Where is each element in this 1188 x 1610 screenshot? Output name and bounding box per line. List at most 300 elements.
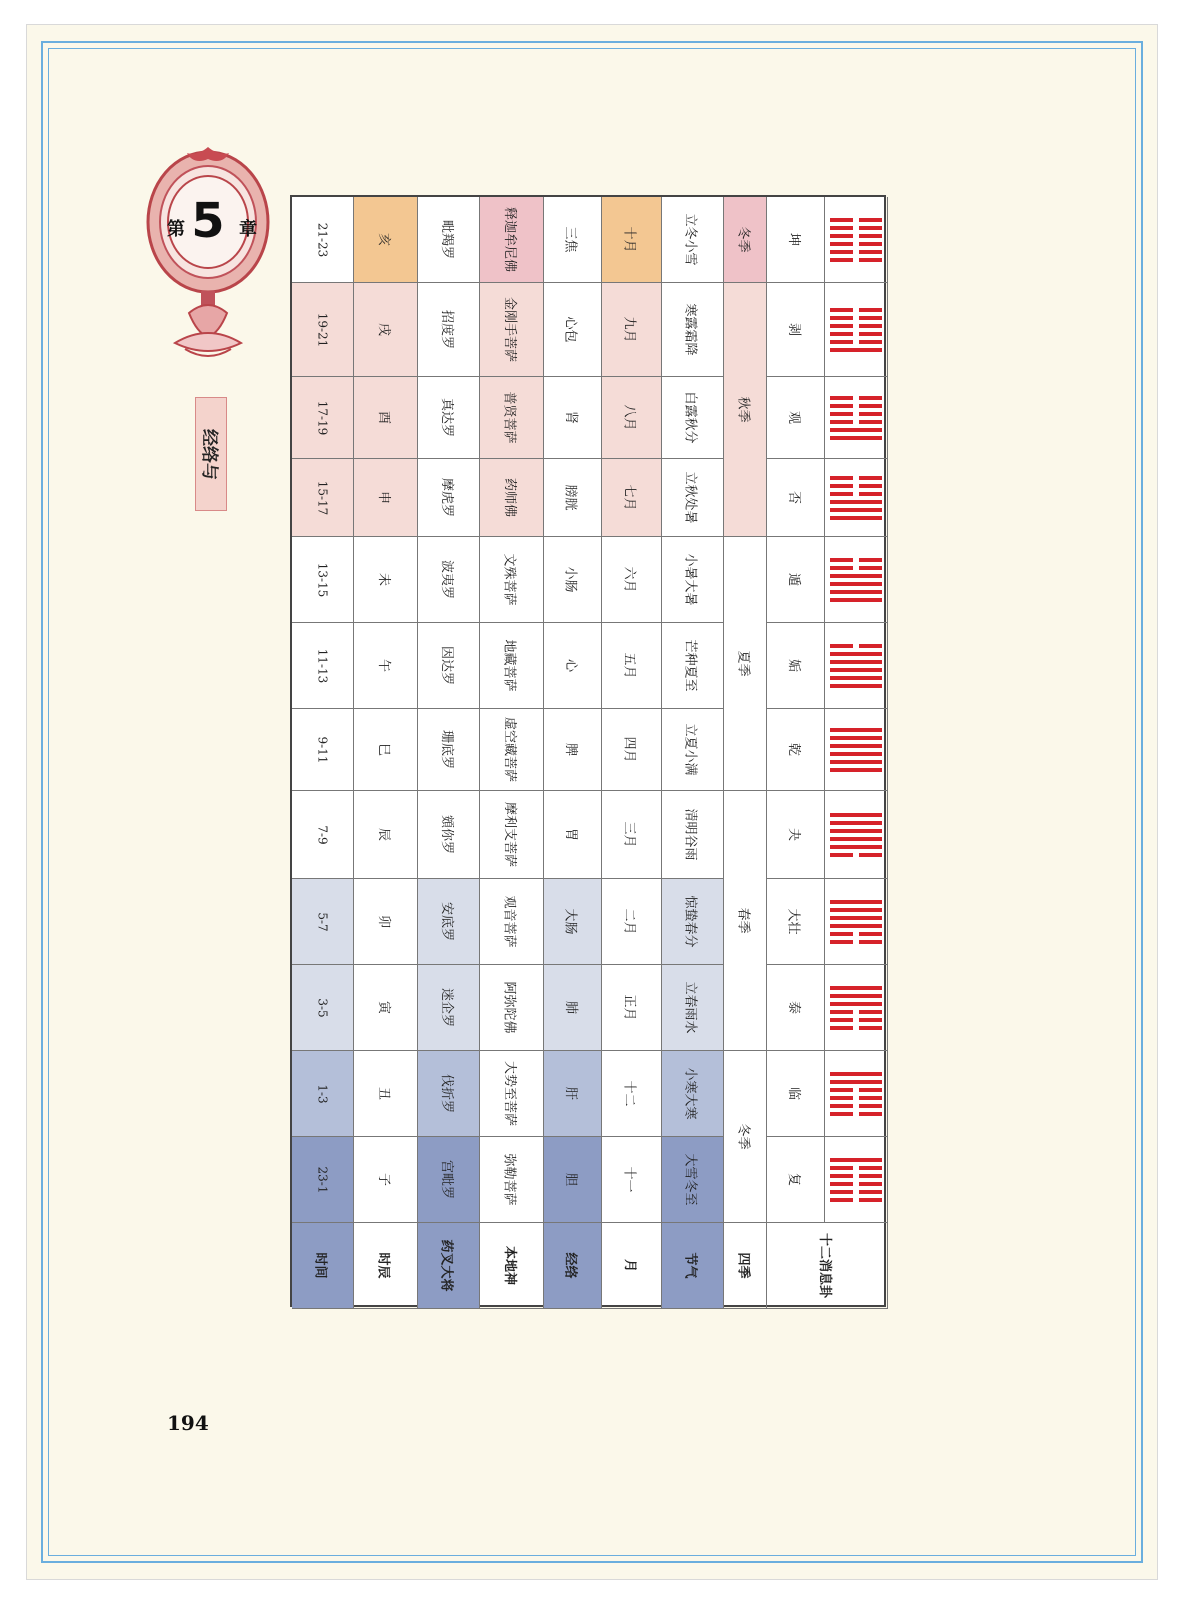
season-cell <box>724 197 767 283</box>
cell-time <box>292 197 354 283</box>
gua-name-text: 乾 <box>785 742 801 757</box>
yang-line <box>830 652 882 656</box>
cell-jieqi-text: 立春雨水 <box>682 981 698 1034</box>
header-jieqi <box>662 1223 724 1309</box>
cell-deity-text: 大势至菩萨 <box>502 1060 518 1127</box>
cell-yaksha-text: 摩虎罗 <box>438 477 454 518</box>
gua-name-text: 观 <box>785 410 801 425</box>
header-shichen-text: 时辰 <box>375 1252 391 1279</box>
yin-line <box>830 1010 882 1014</box>
yin-line <box>830 940 882 944</box>
cell-shichen <box>354 459 418 537</box>
cell-time-text: 17-19 <box>315 400 330 435</box>
cell-jieqi <box>662 879 724 965</box>
season-cell <box>724 791 767 1051</box>
cell-shichen-text: 午 <box>375 658 391 673</box>
yin-line <box>830 324 882 328</box>
cell-deity-text: 阿弥陀佛 <box>501 981 517 1034</box>
yin-line <box>830 1174 882 1178</box>
yin-line <box>830 1018 882 1022</box>
cell-deity-text: 释迦牟尼佛 <box>502 206 518 273</box>
cell-deity-text: 虚空藏菩萨 <box>502 716 518 783</box>
hexagram-icon <box>830 900 882 944</box>
cell-month <box>602 791 662 879</box>
gua-hexagram <box>825 283 888 377</box>
cell-meridian <box>544 1051 602 1137</box>
yin-line <box>830 258 882 262</box>
yang-line <box>830 994 882 998</box>
hexagram-icon <box>830 986 882 1030</box>
cell-meridian-text: 大肠 <box>562 908 578 935</box>
yin-line <box>830 1096 882 1100</box>
cell-deity-text: 普贤菩萨 <box>501 391 517 444</box>
hexagram-icon <box>830 558 882 602</box>
header-meridian-text: 经络 <box>562 1252 578 1279</box>
cell-shichen <box>354 1051 418 1137</box>
cell-meridian-text: 胆 <box>562 1172 578 1187</box>
hexagram-icon <box>830 396 882 440</box>
hexagram-icon <box>830 644 882 688</box>
season-cell <box>724 537 767 791</box>
cell-shichen-text: 寅 <box>375 1000 391 1015</box>
cell-shichen-text: 戌 <box>375 322 391 337</box>
yin-line <box>830 340 882 344</box>
cell-month-text: 正月 <box>621 994 637 1021</box>
section-side-label-text: 经络与 <box>198 428 219 480</box>
header-season <box>724 1223 767 1309</box>
yin-line <box>830 226 882 230</box>
yin-line <box>830 492 882 496</box>
yin-line <box>830 316 882 320</box>
cell-time <box>292 709 354 791</box>
cell-meridian-text: 肾 <box>562 410 578 425</box>
season-cell-text: 秋季 <box>735 396 751 423</box>
cell-time <box>292 623 354 709</box>
yang-line <box>830 516 882 520</box>
cell-yaksha <box>418 283 480 377</box>
gua-name <box>767 537 825 623</box>
cell-month-text: 八月 <box>621 404 637 431</box>
cell-yaksha-text: 宫毗罗 <box>438 1159 454 1200</box>
cell-meridian <box>544 623 602 709</box>
cell-shichen <box>354 791 418 879</box>
cell-jieqi <box>662 791 724 879</box>
yang-line <box>830 590 882 594</box>
yang-line <box>830 1002 882 1006</box>
cell-shichen <box>354 879 418 965</box>
hexagram-icon <box>830 218 882 262</box>
gua-name <box>767 459 825 537</box>
yang-line <box>830 1080 882 1084</box>
yang-line <box>830 813 882 817</box>
yin-line <box>830 1198 882 1202</box>
cell-jieqi-text: 寒露霜降 <box>682 303 698 356</box>
gua-hexagram <box>825 537 888 623</box>
yin-line <box>830 1026 882 1030</box>
yin-line <box>830 484 882 488</box>
cell-deity <box>480 623 544 709</box>
season-cell <box>724 283 767 537</box>
cell-month-text: 七月 <box>621 484 637 511</box>
cell-jieqi <box>662 709 724 791</box>
cell-shichen <box>354 197 418 283</box>
gua-hexagram <box>825 965 888 1051</box>
cell-meridian <box>544 965 602 1051</box>
cell-jieqi-text: 小暑大暑 <box>682 553 698 606</box>
gua-name <box>767 1051 825 1137</box>
section-side-label <box>195 397 227 511</box>
cell-deity-text: 文殊菩萨 <box>501 553 517 606</box>
cell-time <box>292 1051 354 1137</box>
header-time-text: 时间 <box>312 1252 328 1279</box>
yin-line <box>830 853 882 857</box>
yin-line <box>830 332 882 336</box>
cell-meridian <box>544 791 602 879</box>
yin-line <box>830 412 882 416</box>
cell-meridian <box>544 459 602 537</box>
header-season-text: 四季 <box>735 1252 751 1279</box>
cell-jieqi-text: 惊蛰春分 <box>682 895 698 948</box>
cell-deity-text: 弥勒菩萨 <box>501 1153 517 1206</box>
yang-line <box>830 582 882 586</box>
cell-jieqi <box>662 283 724 377</box>
yin-line <box>830 1104 882 1108</box>
yin-line <box>830 396 882 400</box>
yang-line <box>830 760 882 764</box>
yin-line <box>830 242 882 246</box>
cell-time <box>292 1137 354 1223</box>
cell-time-text: 7-9 <box>315 824 330 845</box>
yang-line <box>830 348 882 352</box>
yin-line <box>830 558 882 562</box>
hexagram-icon <box>830 1072 882 1116</box>
gua-name-text: 临 <box>785 1086 801 1101</box>
cell-time <box>292 965 354 1051</box>
cell-jieqi <box>662 1051 724 1137</box>
cell-month <box>602 377 662 459</box>
cell-meridian <box>544 537 602 623</box>
gua-hexagram <box>825 1051 888 1137</box>
cell-deity <box>480 879 544 965</box>
yin-line <box>830 644 882 648</box>
cell-deity <box>480 377 544 459</box>
yin-line <box>830 218 882 222</box>
gua-name <box>767 791 825 879</box>
cell-meridian <box>544 709 602 791</box>
cell-deity <box>480 459 544 537</box>
cell-deity <box>480 537 544 623</box>
cell-time <box>292 377 354 459</box>
yang-line <box>830 900 882 904</box>
yang-line <box>830 752 882 756</box>
yang-line <box>830 924 882 928</box>
gua-name-text: 否 <box>785 490 801 505</box>
yang-line <box>830 1072 882 1076</box>
cell-month-text: 十月 <box>621 226 637 253</box>
cell-deity <box>480 965 544 1051</box>
header-yaksha <box>418 1223 480 1309</box>
yang-line <box>830 598 882 602</box>
gua-name <box>767 283 825 377</box>
gua-name-text: 夬 <box>785 827 801 842</box>
chapter-suffix: 章 <box>239 219 257 240</box>
cell-meridian <box>544 377 602 459</box>
cell-time-text: 15-17 <box>315 480 330 515</box>
yang-line <box>830 736 882 740</box>
cell-shichen-text: 酉 <box>375 410 391 425</box>
header-shichen <box>354 1223 418 1309</box>
yang-line <box>830 1158 882 1162</box>
cell-month <box>602 283 662 377</box>
gua-name-text: 泰 <box>785 1000 801 1015</box>
yang-line <box>830 837 882 841</box>
cell-jieqi <box>662 197 724 283</box>
yang-line <box>830 744 882 748</box>
cell-shichen <box>354 537 418 623</box>
cell-deity <box>480 1137 544 1223</box>
cell-time-text: 11-13 <box>315 648 330 683</box>
cell-jieqi <box>662 377 724 459</box>
header-gua-text: 十二消息卦 <box>817 1232 833 1299</box>
yang-line <box>830 668 882 672</box>
cell-month-text: 二月 <box>621 908 637 935</box>
header-yaksha-text: 药叉大将 <box>438 1239 454 1292</box>
cell-meridian-text: 膀胱 <box>562 484 578 511</box>
cell-month <box>602 537 662 623</box>
cell-deity <box>480 283 544 377</box>
cell-yaksha-text: 珊底罗 <box>438 729 454 770</box>
cell-shichen <box>354 709 418 791</box>
cell-yaksha <box>418 623 480 709</box>
season-cell <box>724 1051 767 1223</box>
cell-jieqi-text: 立冬小雪 <box>682 213 698 266</box>
cell-shichen <box>354 623 418 709</box>
cell-month <box>602 459 662 537</box>
cell-time <box>292 537 354 623</box>
yang-line <box>830 728 882 732</box>
cell-jieqi <box>662 459 724 537</box>
hexagram-icon <box>830 813 882 857</box>
cell-jieqi-text: 立秋处暑 <box>682 471 698 524</box>
cell-time-text: 23-1 <box>315 1166 330 1193</box>
yin-line <box>830 1190 882 1194</box>
yang-line <box>830 508 882 512</box>
yang-line <box>830 428 882 432</box>
cell-time-text: 5-7 <box>315 911 330 932</box>
cell-jieqi-text: 立夏小满 <box>682 723 698 776</box>
cell-time-text: 9-11 <box>315 736 330 763</box>
cell-yaksha <box>418 197 480 283</box>
cell-month <box>602 1137 662 1223</box>
cell-yaksha <box>418 459 480 537</box>
cell-month <box>602 965 662 1051</box>
cell-deity <box>480 197 544 283</box>
cell-deity-text: 药师佛 <box>501 477 517 518</box>
cell-month <box>602 879 662 965</box>
cell-shichen-text: 亥 <box>375 232 391 247</box>
cell-deity-text: 观音菩萨 <box>501 895 517 948</box>
yang-line <box>830 986 882 990</box>
cell-time <box>292 879 354 965</box>
header-jieqi-text: 节气 <box>682 1252 698 1279</box>
yin-line <box>830 250 882 254</box>
gua-name <box>767 197 825 283</box>
cell-meridian-text: 肺 <box>562 1000 578 1015</box>
cell-jieqi <box>662 1137 724 1223</box>
cell-yaksha <box>418 791 480 879</box>
cell-meridian <box>544 197 602 283</box>
header-month-text: 月 <box>621 1258 637 1273</box>
cell-deity-text: 摩利支菩萨 <box>502 801 518 868</box>
yin-line <box>830 1166 882 1170</box>
gua-name-text: 坤 <box>785 232 801 247</box>
season-cell-text: 冬季 <box>735 226 751 253</box>
cell-yaksha-text: 頞你罗 <box>438 814 454 855</box>
cell-yaksha-text: 真达罗 <box>438 397 454 438</box>
cell-yaksha <box>418 1137 480 1223</box>
cell-jieqi-text: 大雪冬至 <box>682 1153 698 1206</box>
gua-hexagram <box>825 377 888 459</box>
cell-meridian-text: 心包 <box>562 316 578 343</box>
cell-shichen-text: 子 <box>375 1172 391 1187</box>
cell-yaksha <box>418 709 480 791</box>
yang-line <box>830 500 882 504</box>
cell-month <box>602 623 662 709</box>
header-deity <box>480 1223 544 1309</box>
cell-jieqi-text: 芒种夏至 <box>682 639 698 692</box>
yin-line <box>830 932 882 936</box>
cell-yaksha <box>418 965 480 1051</box>
gua-hexagram <box>825 623 888 709</box>
yin-line <box>830 420 882 424</box>
cell-time-text: 21-23 <box>315 222 330 257</box>
cell-meridian <box>544 879 602 965</box>
cell-month-text: 十一 <box>621 1166 637 1193</box>
hexagram-icon <box>830 1158 882 1202</box>
cell-shichen <box>354 1137 418 1223</box>
cell-shichen <box>354 377 418 459</box>
yang-line <box>830 908 882 912</box>
cell-meridian-text: 肝 <box>562 1086 578 1101</box>
cell-yaksha-text: 安底罗 <box>438 901 454 942</box>
gua-name <box>767 965 825 1051</box>
cell-meridian-text: 心 <box>562 658 578 673</box>
yin-line <box>830 404 882 408</box>
cell-shichen-text: 辰 <box>375 827 391 842</box>
cell-jieqi-text: 小寒大寒 <box>682 1067 698 1120</box>
hexagram-icon <box>830 728 882 772</box>
yang-line <box>830 845 882 849</box>
cell-month-text: 三月 <box>621 821 637 848</box>
gua-name-text: 复 <box>785 1172 801 1187</box>
yin-line <box>830 1088 882 1092</box>
gua-hexagram <box>825 1137 888 1223</box>
cell-time <box>292 459 354 537</box>
cell-deity <box>480 709 544 791</box>
cell-yaksha-text: 迷企罗 <box>438 987 454 1028</box>
cell-month <box>602 709 662 791</box>
cell-time-text: 19-21 <box>315 312 330 347</box>
yang-line <box>830 768 882 772</box>
yang-line <box>830 660 882 664</box>
cell-yaksha <box>418 879 480 965</box>
hexagram-icon <box>830 476 882 520</box>
cell-deity <box>480 791 544 879</box>
cell-meridian <box>544 1137 602 1223</box>
cell-meridian-text: 脾 <box>562 742 578 757</box>
gua-hexagram <box>825 197 888 283</box>
cell-shichen-text: 丑 <box>375 1086 391 1101</box>
cell-month-text: 十二 <box>621 1080 637 1107</box>
cell-time-text: 3-5 <box>315 997 330 1018</box>
cell-month-text: 九月 <box>621 316 637 343</box>
chapter-emblem <box>145 137 275 387</box>
cell-shichen <box>354 965 418 1051</box>
header-time <box>292 1223 354 1309</box>
season-cell-text: 夏季 <box>735 650 751 677</box>
cell-jieqi <box>662 965 724 1051</box>
gua-hexagram <box>825 879 888 965</box>
cell-yaksha <box>418 377 480 459</box>
gua-name <box>767 377 825 459</box>
season-cell-text: 冬季 <box>735 1123 751 1150</box>
yin-line <box>830 476 882 480</box>
cell-shichen-text: 巳 <box>375 742 391 757</box>
gua-name-text: 遁 <box>785 572 801 587</box>
cell-month <box>602 1051 662 1137</box>
cell-deity-text: 地藏菩萨 <box>501 639 517 692</box>
cell-time-text: 1-3 <box>315 1083 330 1104</box>
gua-hexagram <box>825 709 888 791</box>
cell-meridian <box>544 283 602 377</box>
yin-line <box>830 308 882 312</box>
cell-yaksha-text: 波夷罗 <box>438 559 454 600</box>
cell-jieqi <box>662 537 724 623</box>
cell-meridian-text: 小肠 <box>562 566 578 593</box>
cell-yaksha-text: 伐折罗 <box>438 1073 454 1114</box>
yang-line <box>830 821 882 825</box>
gua-name-text: 大壮 <box>785 908 801 935</box>
page-number: 194 <box>167 1411 209 1435</box>
yin-line <box>830 566 882 570</box>
cell-shichen-text: 卯 <box>375 914 391 929</box>
gua-hexagram <box>825 459 888 537</box>
yang-line <box>830 684 882 688</box>
header-meridian <box>544 1223 602 1309</box>
cell-yaksha-text: 因达罗 <box>438 645 454 686</box>
gua-name <box>767 1137 825 1223</box>
cell-shichen-text: 申 <box>375 490 391 505</box>
cell-shichen <box>354 283 418 377</box>
gua-hexagram <box>825 791 888 879</box>
cell-meridian-text: 三焦 <box>562 226 578 253</box>
yang-line <box>830 574 882 578</box>
gua-name <box>767 879 825 965</box>
gua-name <box>767 623 825 709</box>
yang-line <box>830 436 882 440</box>
cell-time-text: 13-15 <box>315 562 330 597</box>
gua-name <box>767 709 825 791</box>
header-deity-text: 本地神 <box>501 1245 517 1286</box>
cell-month-text: 四月 <box>621 736 637 763</box>
cell-time <box>292 283 354 377</box>
cell-yaksha <box>418 537 480 623</box>
yin-line <box>830 1112 882 1116</box>
hexagram-icon <box>830 308 882 352</box>
cell-time <box>292 791 354 879</box>
yang-line <box>830 829 882 833</box>
cell-yaksha-text: 毗羯罗 <box>438 219 454 260</box>
